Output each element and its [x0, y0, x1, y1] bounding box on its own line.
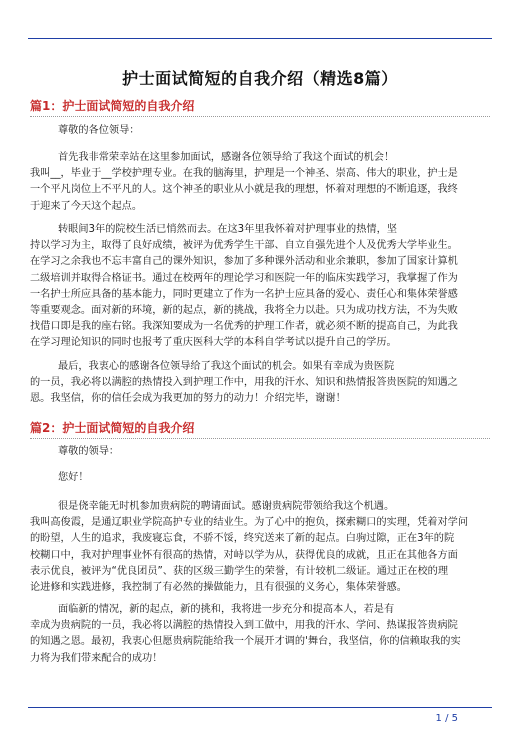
text-line: 的盼望，人生的追求，我废寝忘食，不骄不馁，终究送来了新的起点。白驹过隙，正在3年的院 — [30, 533, 455, 545]
greeting-line: 尊敬的领导： — [58, 446, 120, 457]
text-line: 表示优良，被评为“优良团员”、获的区级三勤学生的荣誉，有计较机二级证。通过正在校的理 — [30, 565, 449, 577]
text-line: 我叫__，毕业于__学校护理专业。在我的脑海里，护理是一个神圣、崇高、伟大的职业，护士是 — [30, 168, 458, 180]
text-line: 首先我非常荣幸站在这里参加面试，感谢各位领导给了我这个面试的机会！ — [58, 152, 395, 163]
article2-hello — [30, 470, 490, 486]
text-line: 力将为我们带来配合的成功！ — [30, 652, 163, 664]
text-line: 于迎来了今天这个起点。 — [30, 200, 143, 212]
article2-greeting — [30, 444, 490, 460]
top-rule — [28, 38, 492, 39]
text-line: 的一员，我必将以满腔的热情投入到护理工作中，用我的汗水、知识和热情报答贵医院的知遇之 — [30, 377, 458, 389]
text-line: 转眼间3年的院校生活已悄然而去。在这3年里我怀着对护理事业的热情，坚 — [58, 224, 397, 235]
text-line: 恩。我坚信，你的信任会成为我更加的努力的动力！介绍完毕，谢谢！ — [30, 393, 346, 405]
article2-paragraph-2 — [30, 602, 490, 667]
text-line: 在学习理论知识的同时也报考了重庆医科大学的本科自学考试以提升自己的学历。 — [30, 337, 397, 349]
section-heading-1: 篇1：护士面试简短的自我介绍 — [30, 99, 195, 113]
document-title: 护士面试简短的自我介绍（精选8篇） — [122, 69, 398, 88]
page-number: 1 / 5 — [435, 713, 458, 724]
text-line: 一名护士所应具备的基本能力，同时更建立了作为一名护士应具备的爱心、责任心和集体荣誉感 — [30, 288, 458, 300]
text-line: 找借口即是我的座右铭。我深知要成为一名优秀的护理工作者，就必须不断的提高自己，为此我 — [30, 321, 458, 333]
bottom-rule — [28, 707, 492, 708]
text-line: 论进修和实践进修，我控制了有必然的操做能力，且有很强的义务心，集体荣誉感。 — [30, 582, 407, 594]
text-line: 持以学习为主，取得了良好成绩，被评为优秀学生干部、自立自强先进个人及优秀大学毕业生。 — [30, 240, 458, 252]
text-line: 的知遇之恩。最初，我衷心但愿贵病院能给我一个展开才调的'舞台，我坚信，你的信赖取我的实 — [30, 636, 461, 648]
hello-line: 您好！ — [58, 472, 89, 483]
article1-paragraph-3 — [30, 359, 490, 408]
text-line: 在学习之余我也不忘丰富自己的课外知识，参加了多种课外活动和业余兼职，参加了国家计算机 — [30, 256, 458, 268]
text-line: 幸成为贵病院的一员，我必将以满腔的热情投入到工做中，用我的汗水、学问、热谋报答贵病院 — [30, 620, 458, 632]
section-divider-1 — [30, 116, 490, 117]
section-heading-2: 篇2：护士面试简短的自我介绍 — [30, 421, 195, 435]
text-line: 等重要观念。面对新的环境，新的起点，新的挑战，我将全力以赴。只为成功找方法，不为失败 — [30, 305, 458, 317]
article1-paragraph-1 — [30, 150, 490, 215]
text-line: 二级培训并取得合格证书。通过在校两年的理论学习和医院一年的临床实践学习，我掌握了作为 — [30, 272, 458, 284]
text-line: 很是侥幸能无时机参加贵病院的聘请面试。感谢贵病院带领给我这个机遇。 — [58, 501, 395, 512]
section-divider-2 — [30, 438, 490, 439]
text-line: 校糊口中，我对护理事业怀有很高的热情，对峙以学为从，获得优良的成就，且正在其他各方面 — [30, 549, 458, 561]
text-line: 一个平凡岗位上不平凡的人。这个神圣的职业从小就是我的理想，怀着对理想的不断追逐，我终 — [30, 184, 458, 196]
article2-paragraph-1 — [30, 499, 490, 596]
article1-greeting — [30, 123, 490, 139]
article1-paragraph-2 — [30, 222, 490, 352]
text-line: 我叫高俊霞，是通辽职业学院高护专业的结业生。为了心中的抱负，探索糊口的实理，凭着对学问 — [30, 517, 469, 529]
greeting-line: 尊敬的各位领导： — [58, 125, 140, 136]
text-line: 最后，我衷心的感谢各位领导给了我这个面试的机会。如果有幸成为贵医院 — [58, 361, 395, 372]
text-line: 面临新的情况，新的起点，新的挑和，我将进一步充分和提高本人，若是有 — [58, 604, 395, 615]
